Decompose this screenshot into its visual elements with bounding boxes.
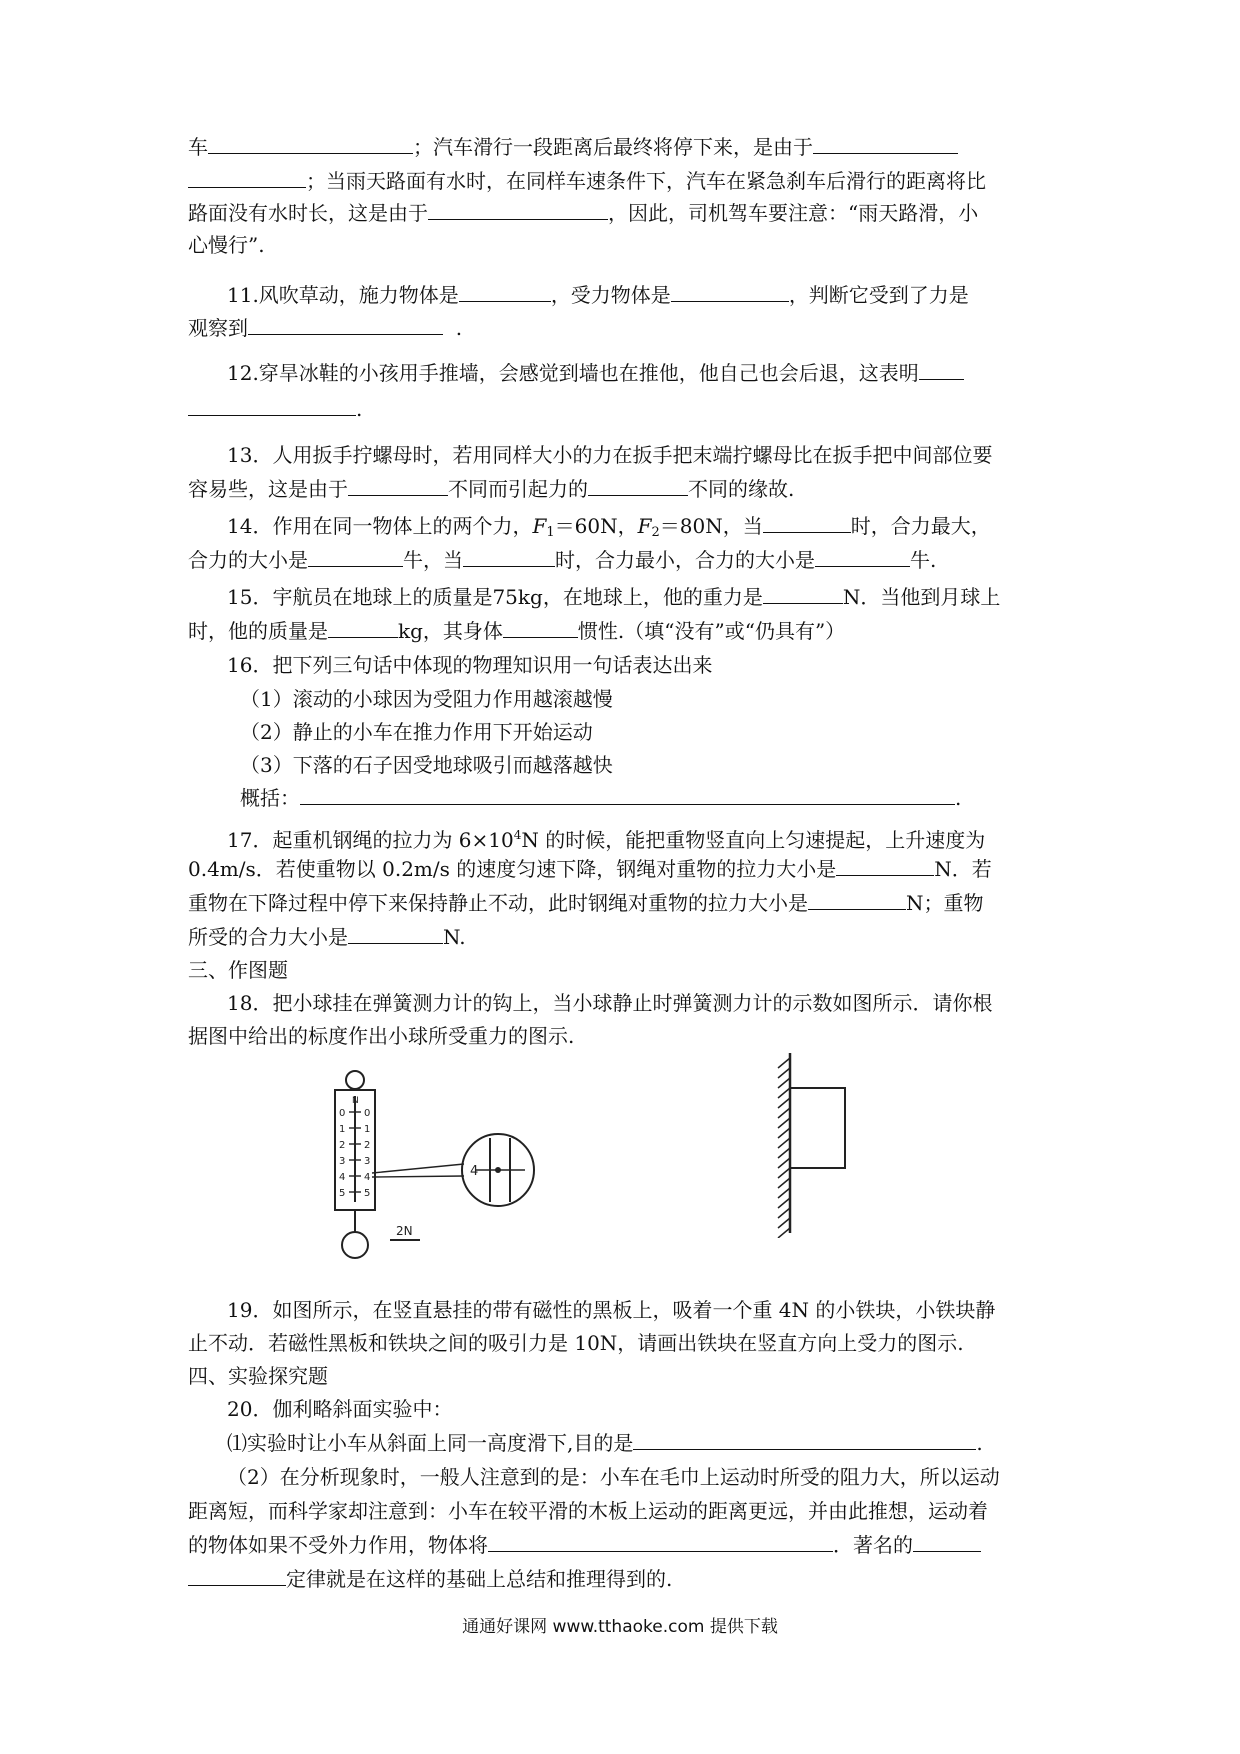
q17-text-c2: N；重物 <box>906 891 984 915</box>
section-3-title: 三、作图题 <box>188 958 288 982</box>
q11-text-b: ，受力物体是 <box>550 283 671 307</box>
scale-tick-label: 1 <box>364 1124 371 1135</box>
hatch-line <box>778 1088 790 1098</box>
q14-f1-value: ＝60N， <box>554 514 638 538</box>
q16-item-1 <box>240 682 1120 716</box>
q12-line2 <box>188 392 1068 426</box>
q15-text-a: 15．宇航员在地球上的质量是75kg，在地球上，他的重力是 <box>227 585 763 609</box>
q19-line2 <box>188 1326 1068 1360</box>
force-symbol: F <box>532 514 547 538</box>
unit-label: N <box>352 1096 359 1106</box>
hatch-line <box>778 1188 790 1198</box>
q20-line3 <box>227 1460 1107 1494</box>
q20-text-a: 20．伽利略斜面实验中： <box>227 1397 453 1421</box>
q10-text-a: 车 <box>188 135 208 159</box>
q16-text-a: 16．把下列三句话中体现的物理知识用一句话表达出来 <box>227 653 713 677</box>
q14-text-b: 时，合力最大， <box>850 514 991 538</box>
q11-line1 <box>227 278 1107 312</box>
hatch-line <box>778 1208 790 1218</box>
q10-line4 <box>188 228 1068 262</box>
hatch-line <box>778 1158 790 1168</box>
q15-line1 <box>227 580 1107 614</box>
q17-text-c1: 重物在下降过程中停下来保持静止不动，此时钢绳对重物的拉力大小是 <box>188 891 808 915</box>
scale-tick-label: 0 <box>364 1108 371 1119</box>
q18-text-a: 18．把小球挂在弹簧测力计的钩上，当小球静止时弹簧测力计的示数如图所示．请你根 <box>227 991 993 1015</box>
q15-text-c: 时，他的质量是 <box>188 619 328 643</box>
scale-tick-label: 4 <box>339 1172 346 1183</box>
wall-block-svg <box>760 1048 900 1238</box>
answer-blank[interactable] <box>808 887 906 910</box>
q15-text-d: kg，其身体 <box>398 619 503 643</box>
q13-line2 <box>188 472 1068 506</box>
q17-line3 <box>188 886 1068 920</box>
q11-line2 <box>188 311 1068 345</box>
scale-tick-label: 5 <box>364 1188 371 1199</box>
answer-blank[interactable] <box>763 581 843 604</box>
q20-text-e1: 的物体如果不受外力作用，物体将 <box>188 1533 488 1557</box>
q16-item-2 <box>240 715 1120 749</box>
q19-text-b: 止不动．若磁性黑板和铁块之间的吸引力是 10N，请画出铁块在竖直方向上受力的图示. <box>188 1331 964 1355</box>
answer-blank[interactable] <box>308 544 403 567</box>
scale-tick-label: 2 <box>339 1140 346 1151</box>
hatch-line <box>778 1108 790 1118</box>
q10-text-e: ，因此，司机驾车要注意：“雨天路滑，小 <box>608 201 979 225</box>
q16-summary-end: . <box>955 786 962 810</box>
q17-text-a2: N 的时候，能把重物竖直向上匀速提起，上升速度为 <box>521 828 986 852</box>
answer-blank[interactable] <box>913 1529 981 1552</box>
q16-item-text: （1）滚动的小球因为受阻力作用越滚越慢 <box>240 687 613 711</box>
answer-blank[interactable] <box>188 1563 286 1586</box>
zoom-line <box>372 1164 464 1173</box>
answer-blank[interactable] <box>248 312 443 335</box>
q11-text-a: 11.风吹草动，施力物体是 <box>227 283 459 307</box>
answer-blank[interactable] <box>633 1427 976 1450</box>
q16-summary <box>240 781 1120 815</box>
page-footer: 通通好课网 www.tthaoke.com 提供下载 <box>462 1617 778 1637</box>
scale-tick-label: 3 <box>364 1156 371 1167</box>
pointer-dot <box>495 1167 501 1173</box>
hatch-line <box>778 1168 790 1178</box>
q10-text-b: ；汽车滑行一段距离后最终将停下来，是由于 <box>413 135 813 159</box>
answer-blank[interactable] <box>671 279 789 302</box>
spring-scale-figure <box>330 1060 590 1260</box>
q14-text-d: 牛，当 <box>403 548 463 572</box>
answer-blank[interactable] <box>459 279 551 302</box>
q20-line1 <box>227 1392 1107 1426</box>
force-subscript: 1 <box>546 525 555 540</box>
q16-item-3 <box>240 748 1120 782</box>
hatch-line <box>778 1118 790 1128</box>
scale-tick-label: 1 <box>339 1124 346 1135</box>
q14-text-a: 14．作用在同一物体上的两个力， <box>227 514 533 538</box>
wall-hatching <box>778 1058 790 1238</box>
q14-text-f: 牛. <box>910 548 937 572</box>
answer-blank[interactable] <box>208 131 413 154</box>
answer-blank[interactable] <box>919 357 964 380</box>
q15-text-e: 惯性.（填“没有”或“仍具有”） <box>577 619 846 643</box>
q16-item-text: （2）静止的小车在推力作用下开始运动 <box>240 720 593 744</box>
q12-text-a: 12.穿旱冰鞋的小孩用手推墙，会感觉到墙也在推他，他自己也会后退，这表明 <box>227 361 919 385</box>
hatch-line <box>778 1068 790 1078</box>
q14-text-e: 时，合力最小，合力的大小是 <box>555 548 815 572</box>
q20-text-e2: ．著名的 <box>833 1533 913 1557</box>
q20-line5 <box>188 1528 1068 1562</box>
hatch-line <box>778 1228 790 1238</box>
q17-text-b2: N．若 <box>934 857 992 881</box>
scale-tick-label: 3 <box>339 1156 346 1167</box>
q17-text-d2: N. <box>443 925 466 949</box>
scale-tick-label: 0 <box>339 1108 346 1119</box>
q16-item-text: （3）下落的石子因受地球吸引而越落越快 <box>240 753 613 777</box>
magnifier-tick-label: 4 <box>470 1164 479 1179</box>
answer-blank[interactable] <box>815 544 910 567</box>
answer-blank[interactable] <box>488 1529 833 1552</box>
q11-text-d: 观察到 <box>188 316 248 340</box>
spring-scale-svg <box>330 1060 590 1260</box>
q10-line1 <box>188 130 1068 164</box>
q11-text-c: ，判断它受到了力是 <box>788 283 969 307</box>
answer-blank[interactable] <box>588 473 688 496</box>
wall-block-figure <box>760 1048 900 1238</box>
section-heading <box>188 1359 1068 1393</box>
force-symbol: F <box>637 514 652 538</box>
q20-line2 <box>227 1426 1107 1460</box>
q18-text-b: 据图中给出的标度作出小球所受重力的图示. <box>188 1024 575 1048</box>
answer-blank[interactable] <box>188 165 306 188</box>
q10-text-d: 路面没有水时长，这是由于 <box>188 201 428 225</box>
q14-f2-value: ＝80N，当 <box>659 514 763 538</box>
q10-text-c: ；当雨天路面有水时，在同样车速条件下，汽车在紧急刹车后滑行的距离将比 <box>306 169 986 193</box>
q20-text-f: 定律就是在这样的基础上总结和推理得到的. <box>286 1567 673 1591</box>
zoom-line <box>372 1176 464 1177</box>
q20-line4 <box>188 1494 1068 1528</box>
top-ring-icon <box>346 1071 364 1089</box>
answer-blank[interactable] <box>328 615 398 638</box>
hatch-line <box>778 1098 790 1108</box>
scale-tick-label: 2 <box>364 1140 371 1151</box>
section-4-title: 四、实验探究题 <box>188 1364 328 1388</box>
hatch-line <box>778 1078 790 1088</box>
q13-text-d: 不同的缘故. <box>688 477 795 501</box>
q20-text-c: （2）在分析现象时，一般人注意到的是：小车在毛巾上运动时所受的阻力大，所以运动 <box>227 1465 1000 1489</box>
q20-text-d: 距离短，而科学家却注意到：小车在较平滑的木板上运动的距离更远，并由此推想，运动着 <box>188 1499 988 1523</box>
q19-line1 <box>227 1293 1107 1327</box>
q20-line6 <box>188 1562 1068 1596</box>
q19-text-a: 19．如图所示，在竖直悬挂的带有磁性的黑板上，吸着一个重 4N 的小铁块，小铁块静 <box>227 1298 996 1322</box>
hatch-line <box>778 1058 790 1068</box>
scale-tick-label: 5 <box>339 1188 346 1199</box>
q11-text-e: . <box>455 316 463 340</box>
q14-line2 <box>188 543 1068 577</box>
hatch-line <box>778 1198 790 1208</box>
q13-text-b: 容易些，这是由于 <box>188 477 348 501</box>
hatch-line <box>778 1128 790 1138</box>
answer-blank[interactable] <box>503 615 578 638</box>
answer-blank[interactable] <box>463 544 555 567</box>
q10-line2 <box>188 164 1068 198</box>
iron-block <box>790 1088 845 1168</box>
q13-text-c: 不同而引起力的 <box>448 477 588 501</box>
hatch-line <box>778 1148 790 1158</box>
q14-text-c: 合力的大小是 <box>188 548 308 572</box>
force-subscript: 2 <box>651 525 660 540</box>
q17-text-a1: 17．起重机钢绳的拉力为 6×10 <box>227 828 514 852</box>
q16-prompt <box>227 648 1107 682</box>
q17-text-b1: 0.4m/s．若使重物以 0.2m/s 的速度匀速下降，钢绳对重物的拉力大小是 <box>188 857 837 881</box>
q13-text-a: 13．人用扳手拧螺母时，若用同样大小的力在扳手把末端拧螺母比在扳手把中间部位要 <box>227 443 993 467</box>
answer-blank[interactable] <box>428 197 608 220</box>
q12-line1 <box>227 356 1107 390</box>
q18-line2 <box>188 1019 1068 1053</box>
answer-blank[interactable] <box>836 853 934 876</box>
q15-line2 <box>188 614 1068 648</box>
hatch-line <box>778 1218 790 1228</box>
q12-text-b: . <box>356 397 363 421</box>
q17-line4 <box>188 920 1068 954</box>
scale-standard-label: 2N <box>396 1224 413 1238</box>
q18-line1 <box>227 986 1107 1020</box>
q13-line1 <box>227 438 1107 472</box>
scale-tick-label: 4 <box>364 1172 371 1183</box>
answer-blank[interactable] <box>348 473 448 496</box>
q17-exponent: 4 <box>513 828 522 842</box>
hatch-line <box>778 1178 790 1188</box>
answer-blank[interactable] <box>813 131 958 154</box>
q16-summary-label: 概括： <box>240 786 300 810</box>
answer-blank[interactable] <box>348 921 443 944</box>
q17-line2 <box>188 852 1068 886</box>
hatch-line <box>778 1138 790 1148</box>
q15-text-b: N．当他到月球上 <box>842 585 1001 609</box>
ball-icon <box>342 1232 368 1258</box>
q20-text-b1: ⑴实验时让小车从斜面上同一高度滑下,目的是 <box>227 1431 634 1455</box>
q20-text-b2: . <box>976 1431 983 1455</box>
q17-text-d1: 所受的合力大小是 <box>188 925 348 949</box>
answer-blank[interactable] <box>763 510 851 533</box>
q10-text-f: 心慢行”. <box>188 233 265 257</box>
answer-blank[interactable] <box>300 782 955 805</box>
section-heading <box>188 953 1068 987</box>
answer-blank[interactable] <box>188 393 356 416</box>
q10-line3 <box>188 196 1068 230</box>
